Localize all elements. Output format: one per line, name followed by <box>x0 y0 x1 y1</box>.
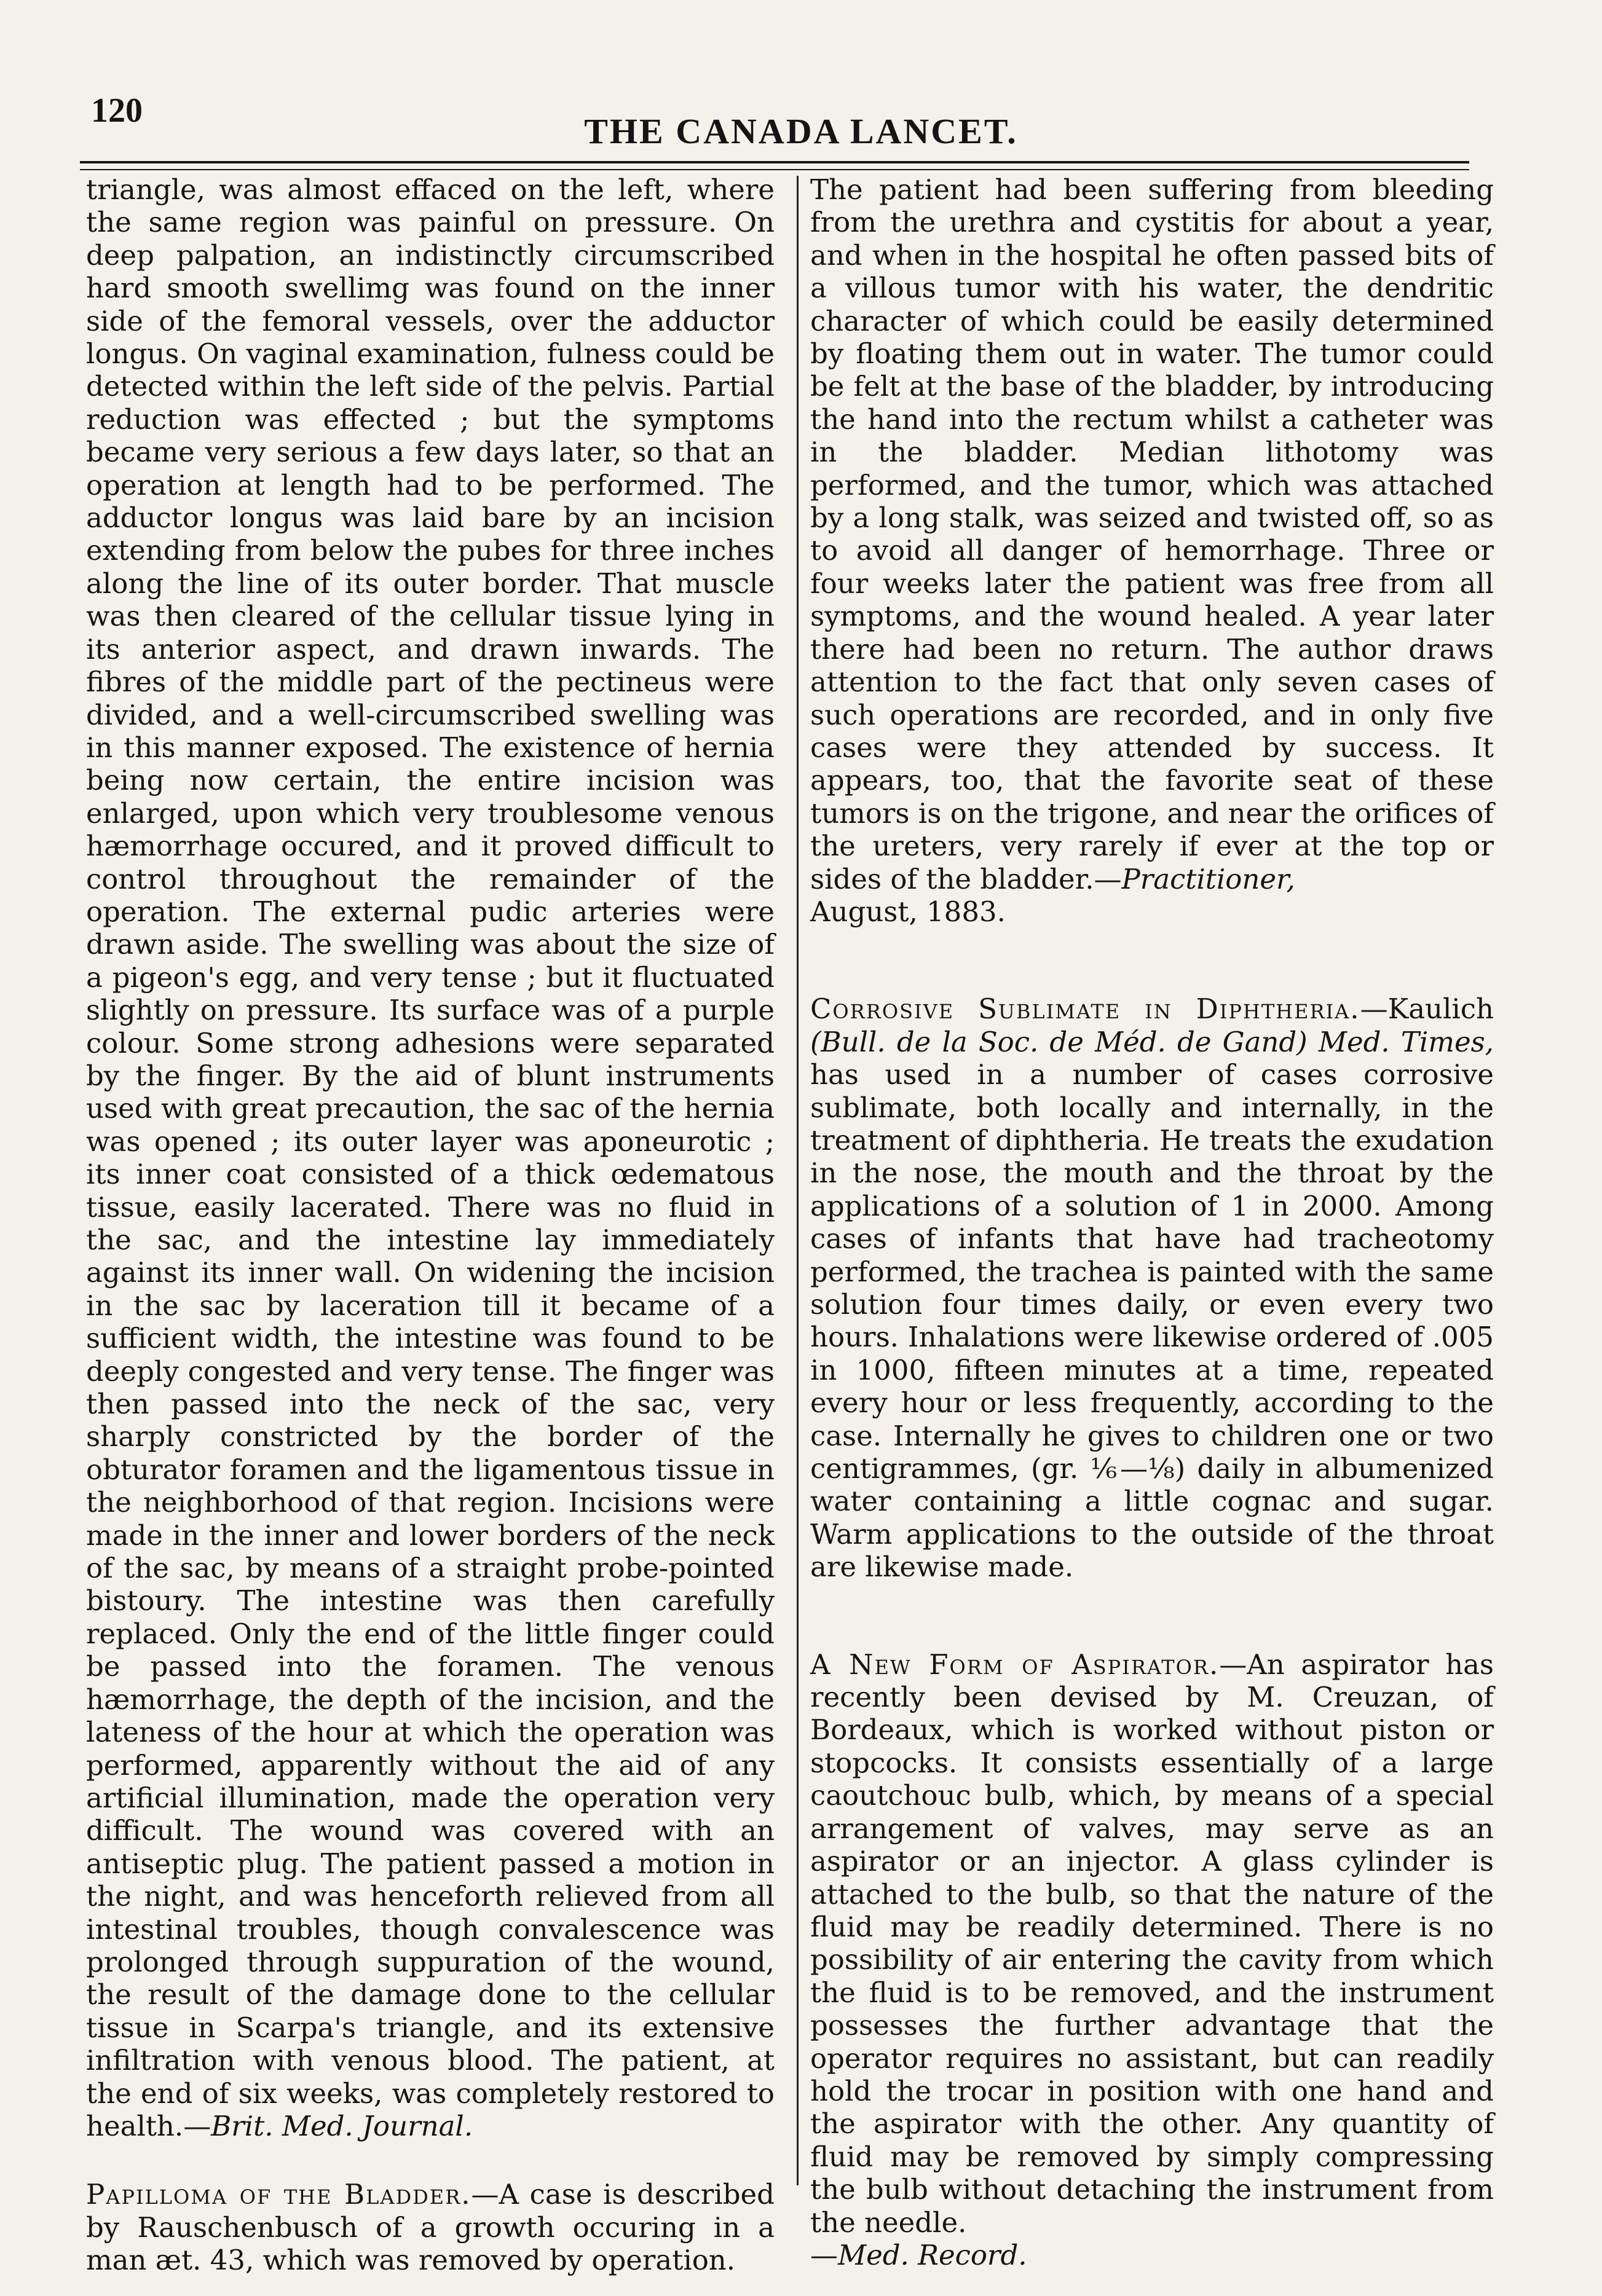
header-rule-thick <box>80 161 1469 163</box>
aspirator-heading: A New Form of Aspirator. <box>810 1648 1220 1681</box>
page-number: 120 <box>91 92 143 130</box>
right-column <box>810 173 1494 2271</box>
papilloma-continued-text: The patient had been suffering from bleeding from the urethra and cystitis for about a year, and when in the hospital he often passed bits of a villous tumor with his water, the dendritic character of which could be easily determined by floating them out in water. The tumor could be felt at the base of the bladder, by introducing the hand into the rectum whilst a catheter was in the bladder. Median lithotomy was performed, and the tumor, which was attached by a long stalk, was seized and twisted off, so as to avoid all danger of hemorrhage. Three or four weeks later the patient was free from all symptoms, and the wound healed. A year later there had been no return. The author draws attention to the fact that only seven cases of such operations are recorded, and in only five cases were they attended by success. It appears, too, that the favorite seat of these tumors is on the trigone, and near the orifices of the ureters, very rarely if ever at the top or sides of the bladder.— <box>810 173 1494 895</box>
corrosive-text: has used in a number of cases corrosive sublimate, both locally and internally, in the treatment of diphtheria. He treats the exudation in the nose, the mouth and the throat by the applications of a solution of 1 in 2000. Among cases of infants that have had tracheotomy performed, the trachea is painted with the same solution four times daily, or even every two hours. Inhalations were likewise ordered of .005 in 1000, fifteen minutes at a time, repeated every hour or less frequently, according to the case. Internally he gives to children one or two centigrammes, (gr. ⅙—⅛) daily in albumenized water containing a little cognac and sugar. Warm applications to the outside of the throat are likewise made. <box>810 1058 1494 1584</box>
papilloma-heading: Papilloma of the Bladder. <box>86 2178 472 2211</box>
hernia-case-source: Brit. Med. Journal. <box>211 2109 473 2142</box>
hernia-case-continued <box>86 173 775 2142</box>
corrosive-article <box>810 993 1494 1583</box>
aspirator-source: —Med. Record. <box>810 2238 1027 2271</box>
corrosive-citation: (Bull. de la Soc. de Méd. de Gand) Med. Times, <box>810 1025 1494 1058</box>
hernia-case-text: triangle, was almost effaced on the left, where the same region was painful on pressure. On deep palpation, an indistinctly circumscribed hard smooth swellimg was found on the inner side of the femoral vessels, over the adductor longus. On vaginal examination, fulness could be detected within the left side of the pelvis. Partial reduction was effected ; but the symptoms became very serious a few days later, so that an operation at length had to be performed. The adductor longus was laid bare by an incision extending from below the pubes for three inches along the line of its outer border. That muscle was then cleared of the cellular tissue lying in its anterior aspect, and drawn inwards. The fibres of the middle part of the pectineus were divided, and a well-circumscribed swelling was in this manner exposed. The existence of hernia being now certain, the entire incision was enlarged, upon which very troublesome venous hæmorrhage occured, and it proved difficult to control throughout the remainder of the operation. The external pudic arteries were drawn aside. The swelling was about the size of a pigeon's egg, and very tense ; but it fluctuated slightly on pressure. Its surface was of a purple colour. Some strong adhesions were separated by the finger. By the aid of blunt instruments used with great precaution, the sac of the hernia was opened ; its outer layer was aponeurotic ; its inner coat consisted of a thick œdematous tissue, easily lacerated. There was no fluid in the sac, and the intestine lay immediately against its inner wall. On widening the incision in the sac by laceration till it became of a sufficient width, the intestine was found to be deeply congested and very tense. The finger was then passed into the neck of the sac, very sharply constricted by the border of the obturator foramen and the ligamentous tissue in the neighborhood of that region. Incisions were made in the inner and lower borders of the neck of the sac, by means of a straight probe-pointed bistoury. The intestine was then carefully replaced. Only the end of the little finger could be passed into the foramen. The venous hæmorrhage, the depth of the incision, and the lateness of the hour at which the operation was performed, apparently without the aid of any artificial illumination, made the operation very difficult. The wound was covered with an antiseptic plug. The patient passed a motion in the night, and was henceforth relieved from all intestinal troubles, though convalescence was prolonged through suppuration of the wound, the result of the damage done to the cellular tissue in Scarpa's triangle, and its extensive infiltration with venous blood. The patient, at the end of six weeks, was completely restored to health.— <box>86 173 775 2142</box>
papilloma-continued <box>810 173 1494 928</box>
left-column <box>86 173 775 2277</box>
journal-title: THE CANADA LANCET. <box>584 111 1018 151</box>
aspirator-article <box>810 1648 1494 2272</box>
papilloma-text: —A case is described by Rauschenbusch of a growth occuring in a man æt. 43, which was removed by operation. <box>86 2178 775 2277</box>
papilloma-article <box>86 2178 775 2276</box>
header-rule-thin <box>80 169 1469 170</box>
column-divider <box>797 176 799 2185</box>
papilloma-source: Practitioner, <box>1121 862 1295 895</box>
corrosive-author: —Kaulich <box>1360 993 1494 1026</box>
aspirator-text: —An aspirator has recently been devised by M. Creuzan, of Bordeaux, which is worked without piston or stopcocks. It consists essentially of a large caoutchouc bulb, which, by means of a special arrangement of valves, may serve as an aspirator or an injector. A glass cylinder is attached to the bulb, so that the nature of the fluid may be readily determined. There is no possibility of air entering the cavity from which the fluid is to be removed, and the instrument possesses the further advantage that the operator requires no assistant, but can readily hold the trocar in position with one hand and the aspirator with the other. Any quantity of fluid may be removed by simply compressing the bulb without detaching the instrument from the needle. <box>810 1648 1494 2239</box>
corrosive-heading: Corrosive Sublimate in Diphtheria. <box>810 993 1360 1026</box>
papilloma-date: August, 1883. <box>810 895 1006 928</box>
